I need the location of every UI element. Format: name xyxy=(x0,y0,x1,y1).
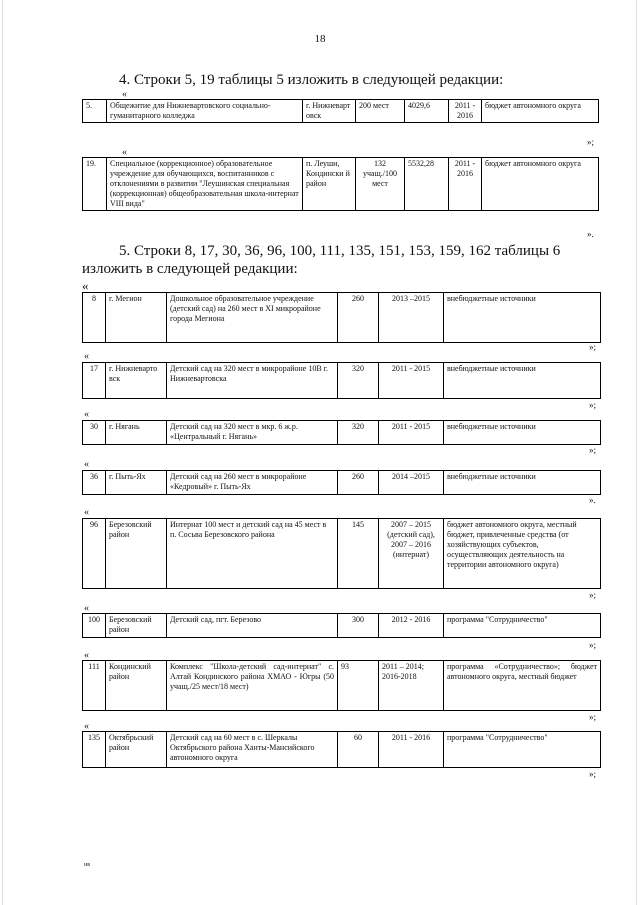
row-num: 135 xyxy=(83,732,106,768)
row-capacity: 320 xyxy=(338,421,379,445)
open-quote: « xyxy=(84,459,89,470)
close-quote: »; xyxy=(589,590,597,600)
row-capacity: 132 учащ./100 мест xyxy=(356,158,405,211)
table6-row-111 xyxy=(82,660,601,711)
close-quote: »; xyxy=(589,400,597,410)
open-quote: « xyxy=(82,278,89,293)
row-name: Общежитие для Нижневартовского социально-гуманитарного колледжа xyxy=(107,100,303,123)
row-place: г. Нижневарто вск xyxy=(106,363,167,399)
row-cost: 5532,28 xyxy=(405,158,449,211)
row-years: 2011 - 2016 xyxy=(449,158,482,211)
open-quote: « xyxy=(84,507,89,518)
row-years: 2011 - 2016 xyxy=(449,100,482,123)
row-capacity: 60 xyxy=(338,732,379,768)
table6-row-30 xyxy=(82,420,601,445)
close-quote: »; xyxy=(589,445,597,455)
row-years: 2013 –2015 xyxy=(379,293,444,343)
row-num: 36 xyxy=(83,471,106,495)
close-quote: ». xyxy=(589,495,596,505)
table6-row-96 xyxy=(82,518,601,589)
row-place: Березовский район xyxy=(106,519,167,589)
open-quote: « xyxy=(84,650,89,661)
row-capacity: 93 xyxy=(338,661,379,711)
row-years: 2011 – 2014; 2016-2018 xyxy=(379,661,444,711)
row-num: 19. xyxy=(83,158,107,211)
table5-row-19 xyxy=(82,157,599,211)
close-quote: »; xyxy=(587,137,595,147)
row-source: программа "Сотрудничество" xyxy=(444,732,601,768)
row-source: программа "Сотрудничество" xyxy=(444,614,601,638)
table6-row-8 xyxy=(82,292,601,343)
open-quote: « xyxy=(84,721,89,732)
close-quote: »; xyxy=(589,769,597,779)
section4-heading: 4. Строки 5, 19 таблицы 5 изложить в следующей редакции: xyxy=(119,72,504,88)
row-name: Детский сад на 320 мест в мкр. 6 ж.р. «Центральный г. Нягань» xyxy=(167,421,338,445)
row-name: Интернат 100 мест и детский сад на 45 мест в п. Сосьва Березовского района xyxy=(167,519,338,589)
row-source: программа «Сотрудничество»; бюджет автономного округа, местный бюджет xyxy=(444,661,601,711)
row-place: Октябрьский район xyxy=(106,732,167,768)
footer-mark: нв xyxy=(84,862,91,868)
row-source: внебюджетные источники xyxy=(444,471,601,495)
row-place: г. Нижневарт овск xyxy=(303,100,356,123)
close-quote: »; xyxy=(589,342,597,352)
row-place: Березовский район xyxy=(106,614,167,638)
row-capacity: 320 xyxy=(338,363,379,399)
row-capacity: 260 xyxy=(338,471,379,495)
row-years: 2007 – 2015 (детский сад), 2007 – 2016 (интернат) xyxy=(379,519,444,589)
table6-row-17 xyxy=(82,362,601,399)
row-name: Комплекс "Школа-детский сад-интернат" с. Алтай Кондинского района ХМАО - Югры (50 учащ./25 мест/18 мест) xyxy=(167,661,338,711)
row-name: Детский сад, пгт. Березово xyxy=(167,614,338,638)
row-num: 17 xyxy=(83,363,106,399)
row-place: г. Пыть-Ях xyxy=(106,471,167,495)
close-quote: »; xyxy=(589,712,597,722)
page-number: 18 xyxy=(314,33,326,45)
open-quote: « xyxy=(84,409,89,420)
open-quote: « xyxy=(84,351,89,362)
row-place: Кондинский район xyxy=(106,661,167,711)
row-source: внебюджетные источники xyxy=(444,293,601,343)
row-years: 2011 - 2015 xyxy=(379,421,444,445)
row-name: Дошкольное образовательное учреждение (детский сад) на 260 мест в XI микрорайоне города Мегиона xyxy=(167,293,338,343)
table6-row-100 xyxy=(82,613,601,638)
table5-row-5 xyxy=(82,99,599,123)
table6-row-36 xyxy=(82,470,601,495)
row-source: внебюджетные источники xyxy=(444,363,601,399)
row-capacity: 200 мест xyxy=(356,100,405,123)
section5-heading-line2: изложить в следующей редакции: xyxy=(82,261,298,277)
row-name: Детский сад на 60 мест в с. Шеркалы Октябрьского района Ханты-Мансийского автономного округа xyxy=(167,732,338,768)
row-num: 100 xyxy=(83,614,106,638)
open-quote: « xyxy=(122,147,127,158)
row-num: 96 xyxy=(83,519,106,589)
row-years: 2011 - 2016 xyxy=(379,732,444,768)
open-quote: « xyxy=(122,89,127,100)
row-years: 2011 - 2015 xyxy=(379,363,444,399)
open-quote: « xyxy=(84,603,89,614)
row-source: бюджет автономного округа, местный бюджет, привлеченные средства (от хозяйствующих субъектов, осуществляющих деятельность на территории автономного округа) xyxy=(444,519,601,589)
section5-heading-line1: 5. Строки 8, 17, 30, 36, 96, 100, 111, 135, 151, 153, 159, 162 таблицы 6 xyxy=(119,243,561,259)
row-capacity: 145 xyxy=(338,519,379,589)
row-years: 2014 –2015 xyxy=(379,471,444,495)
row-place: г. Нягань xyxy=(106,421,167,445)
row-source: внебюджетные источники xyxy=(444,421,601,445)
row-name: Детский сад на 260 мест в микрорайоне «Кедровый» г. Пыть-Ях xyxy=(167,471,338,495)
row-num: 111 xyxy=(83,661,106,711)
row-place: п. Леуши, Кондински й район xyxy=(303,158,356,211)
close-quote: ». xyxy=(587,229,594,239)
table6-row-135 xyxy=(82,731,601,768)
row-name: Детский сад на 320 мест в микрорайоне 10В г. Нижневартовска xyxy=(167,363,338,399)
row-num: 8 xyxy=(83,293,106,343)
row-num: 5. xyxy=(83,100,107,123)
right-scan-edge xyxy=(636,0,637,905)
row-capacity: 300 xyxy=(338,614,379,638)
row-num: 30 xyxy=(83,421,106,445)
row-source: бюджет автономного округа xyxy=(482,158,599,211)
row-cost: 4029,6 xyxy=(405,100,449,123)
row-source: бюджет автономного округа xyxy=(482,100,599,123)
row-capacity: 260 xyxy=(338,293,379,343)
left-scan-edge xyxy=(2,0,3,905)
row-name: Специальное (коррекционное) образовательное учреждение для обучающихся, воспитанников с отклонениями в развитии "Леушинская специальная (коррекционная) общеобразовательная школа-интернат VIII вида" xyxy=(107,158,303,211)
row-years: 2012 - 2016 xyxy=(379,614,444,638)
row-place: г. Мегион xyxy=(106,293,167,343)
close-quote: »; xyxy=(589,640,597,650)
